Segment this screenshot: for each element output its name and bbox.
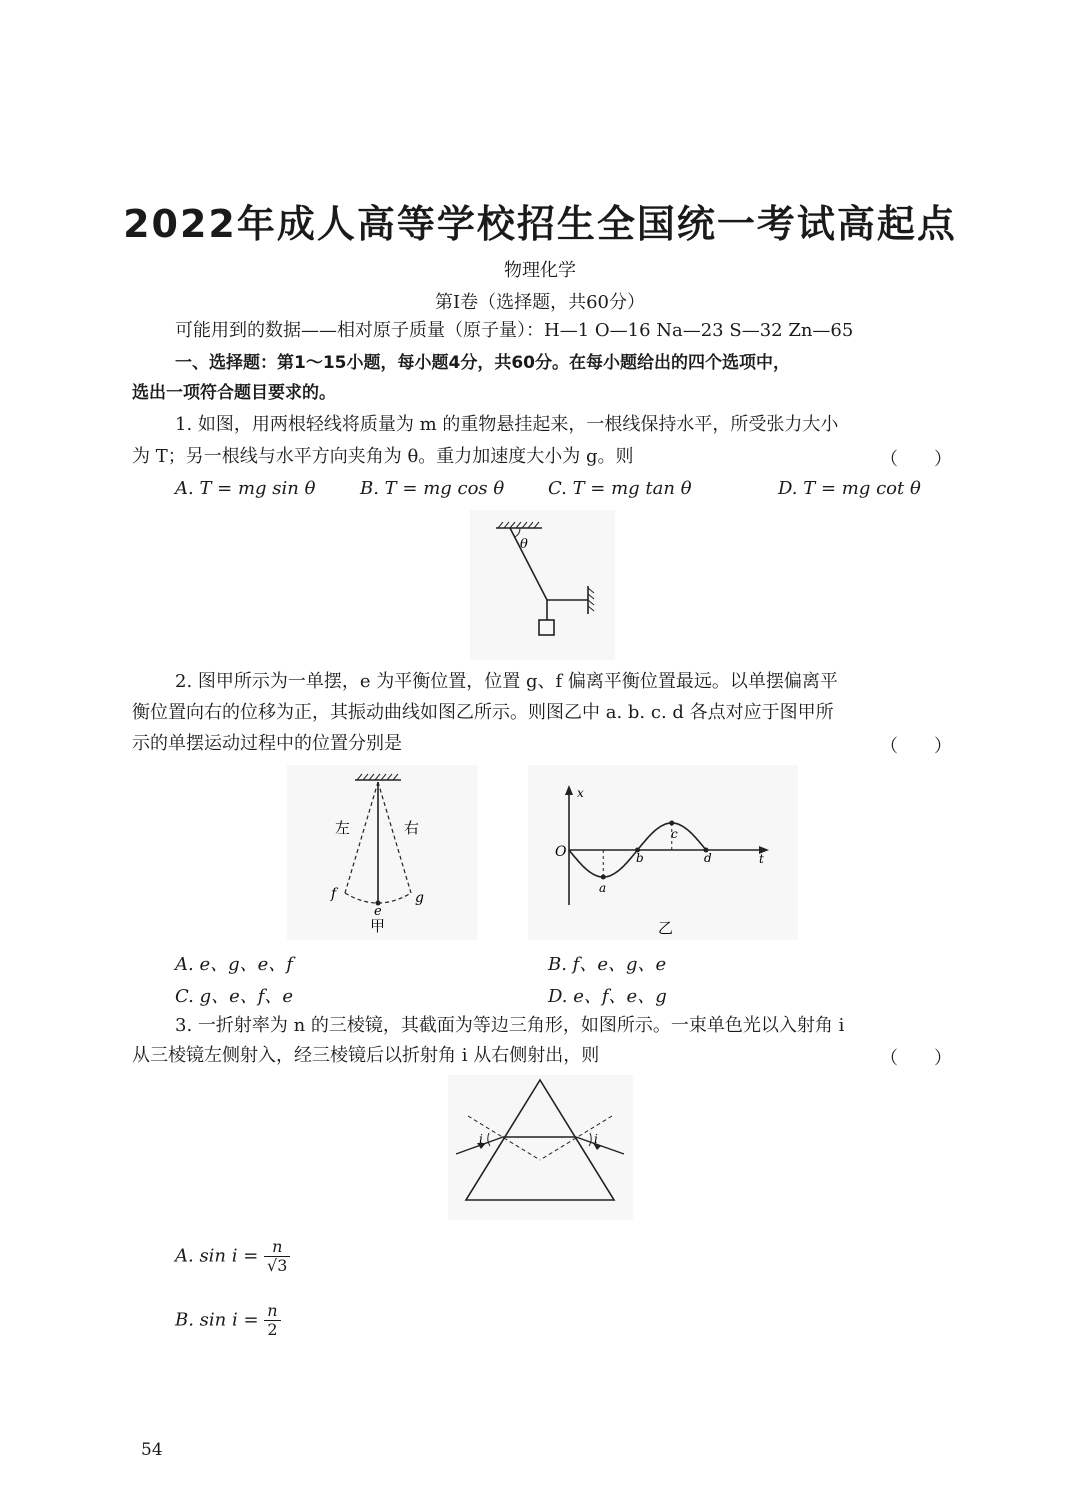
jia-caption: 甲 (370, 917, 386, 935)
q3-option-b-denominator: 2 (267, 1320, 278, 1339)
q1-option-d[interactable]: D. T = mg cot θ (778, 478, 921, 499)
jia-left-label: 左 (335, 819, 351, 837)
q3-option-b-numerator: n (264, 1302, 280, 1321)
section-heading: 第Ⅰ卷（选择题，共60分） (434, 292, 645, 313)
q1-figure-bg (470, 510, 615, 660)
yi-point-a (601, 875, 606, 880)
yi-a-label: a (599, 881, 607, 895)
q1-option-a[interactable]: A. T = mg sin θ (175, 478, 316, 499)
q3-option-b-label: B. sin i = (175, 1309, 259, 1331)
q2-option-d[interactable]: D. e、f、e、g (548, 986, 667, 1007)
q3-option-a-fraction (264, 1238, 290, 1275)
yi-x-label: t (759, 852, 764, 866)
instructions-line-2: 选出一项符合题目要求的。 (132, 383, 336, 403)
q1-figure (470, 510, 615, 660)
q2-stem-line-1: 2. 图甲所示为一单摆，e 为平衡位置，位置 g、f 偏离平衡位置最远。以单摆偏离平 (175, 671, 838, 692)
figure-jia-bg (287, 765, 477, 940)
jia-e-label: e (374, 904, 382, 919)
q3-stem-line-1: 3. 一折射率为 n 的三棱镜，其截面为等边三角形，如图所示。一束单色光以入射角 i (175, 1015, 845, 1036)
exam-title: 2022年成人高等学校招生全国统一考试高起点 (123, 202, 957, 246)
q3-option-a-denominator: √3 (267, 1256, 288, 1275)
yi-b-label: b (636, 851, 644, 865)
subject-heading: 物理化学 (504, 260, 576, 281)
q3-option-b[interactable] (175, 1302, 281, 1339)
q1-answer-paren: （ ） (880, 449, 952, 470)
yi-point-c (669, 821, 674, 826)
q3-option-a-label: A. sin i = (175, 1245, 259, 1267)
q2-option-c[interactable]: C. g、e、f、e (175, 986, 294, 1007)
q2-option-a[interactable]: A. e、g、e、f (175, 954, 293, 975)
q2-option-b[interactable]: B. f、e、g、e (548, 954, 667, 975)
jia-f-label: f (331, 886, 337, 902)
q3-prism-figure (448, 1075, 633, 1220)
q2-figure-yi (528, 765, 798, 940)
q1-stem-line-2: 为 T；另一根线与水平方向夹角为 θ。重力加速度大小为 g。则 (132, 446, 634, 467)
q2-stem-line-2: 衡位置向右的位移为正，其振动曲线如图乙所示。则图乙中 a. b. c. d 各点对应于图甲所 (132, 702, 834, 723)
q2-answer-paren: （ ） (880, 736, 952, 757)
yi-origin-label: O (555, 844, 567, 860)
page-number: 54 (141, 1440, 163, 1460)
q3-stem-line-2: 从三棱镜左侧射入，经三棱镜后以折射角 i 从右侧射出，则 (132, 1045, 600, 1066)
left-angle-label: i (479, 1132, 483, 1146)
yi-y-label: x (577, 786, 584, 800)
q3-answer-paren: （ ） (880, 1048, 952, 1069)
jia-right-label: 右 (404, 819, 420, 837)
yi-c-label: c (671, 827, 678, 841)
atomic-mass-data: 可能用到的数据——相对原子质量（原子量）：H—1 O—16 Na—23 S—32 Zn—65 (175, 320, 854, 341)
right-angle-label: i (594, 1132, 598, 1146)
q1-option-c[interactable]: C. T = mg tan θ (548, 478, 692, 499)
yi-d-label: d (704, 851, 712, 865)
q1-stem-line-1: 1. 如图，用两根轻线将质量为 m 的重物悬挂起来，一根线保持水平，所受张力大小 (175, 414, 839, 435)
theta-label: θ (520, 537, 528, 552)
q2-stem-line-3: 示的单摆运动过程中的位置分别是 (132, 733, 402, 754)
yi-caption: 乙 (658, 919, 674, 937)
jia-g-label: g (415, 890, 424, 906)
q2-figure-jia (287, 765, 477, 940)
q3-option-b-fraction (264, 1302, 280, 1339)
q1-option-b[interactable]: B. T = mg cos θ (360, 478, 505, 499)
q3-option-a-numerator: n (264, 1238, 290, 1257)
q3-option-a[interactable] (175, 1238, 290, 1275)
instructions-line-1: 一、选择题：第1～15小题，每小题4分，共60分。在每小题给出的四个选项中， (175, 353, 790, 373)
